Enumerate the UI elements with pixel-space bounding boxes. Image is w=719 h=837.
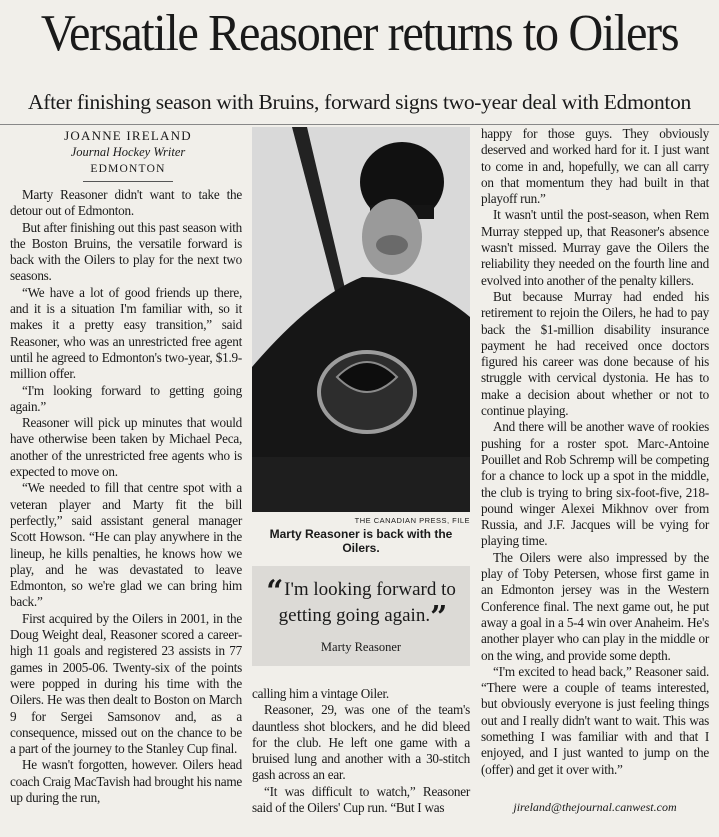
byline-rule [83,181,173,182]
paragraph: Marty Reasoner didn't want to take the detour out of Edmonton. [10,187,242,219]
close-quote-mark: ” [430,600,444,635]
paragraph: It wasn't until the post-season, when Rem Murray stepped up, that Reasoner's absence wasn't missed. Murray gave the Oilers the reliability they needed on the fourth line and evolved into another of the penalty killers. [481,207,709,288]
paragraph: The Oilers were also impressed by the play of Toby Petersen, whose first game in an Edmonton jersey was in the Western Conference final. The next game out, he put away a goal in a 5-4 win over Anaheim. He's another player who can play in the middle or on the wing, and provide some depth. [481,549,709,663]
paragraph: Reasoner will pick up minutes that would have otherwise been taken by Michael Peca, another of the unrestricted free agents who is expected to move on. [10,415,242,480]
paragraph: happy for those guys. They obviously deserved and worked hard for it. I just want to come in and, hopefully, we can all carry on that momentum they had built in that playoff run.” [481,126,709,207]
photo-caption: Marty Reasoner is back with the Oilers. [269,527,453,555]
header-rule [0,124,719,125]
pull-quote-box [252,566,470,666]
pull-quote-text: I'm looking forward to getting going again. [278,579,456,626]
paragraph: But after finishing out this past season with the Boston Bruins, the versatile forward is back with the Oilers to play for the next two seasons. [10,219,242,284]
paragraph: He wasn't forgotten, however. Oilers head coach Craig MacTavish had brought his name up during the run, [10,757,242,805]
headline: Versatile Reasoner returns to Oilers [40,5,679,62]
paragraph: calling him a vintage Oiler. [252,686,389,701]
paragraph: “I'm looking forward to getting going again.” [10,382,242,414]
article-column-3 [481,126,709,778]
paragraph: But because Murray had ended his retirement to rejoin the Oilers, he had to pay back the $1-million disability insurance payment he had received once doctors figured his career was done because of his struggle with cervical dystonia. He has to make a decision about whether or not to continue playing. [481,288,709,419]
paragraph: First acquired by the Oilers in 2001, in the Doug Weight deal, Reasoner scored a career-high 11 goals and registered 23 assists in 77 games in 2005-06. Twenty-six of the points were popped in during his time with the Oilers. He was then dealt to Boston on March 9 for Sergei Samsonov and, as a consequence, missed out on the chance to be a part of the journey to the Stanley Cup final. [10,610,242,757]
author-email[interactable]: jireland@thejournal.canwest.com [513,800,677,814]
article-column-1 [10,187,242,806]
author-name: JOANNE IRELAND [64,128,192,143]
dateline: EDMONTON [90,163,166,175]
paragraph: “It was difficult to watch,” Reasoner said of the Oilers' Cup run. “But I was [252,783,470,816]
pull-quote-attribution: Marty Reasoner [320,640,402,654]
paragraph: Reasoner, 29, was one of the team's dauntless shot blockers, and he did bleed for the club. He left one game with a bruised lung and another with a 30-stitch gash across an ear. [252,702,470,783]
player-photo [252,127,470,512]
paragraph: “We needed to fill that centre spot with a veteran player and Marty fit the bill perfectly,” said assistant general manager Scott Howson. “He can play anywhere in the lineup, he kills penalties, he knows how we play, and he was devastated to leave Edmonton, so we're glad we can bring him back.” [10,480,242,610]
open-quote-mark: “ [266,574,280,609]
pull-quote [260,574,462,635]
hockey-player-illustration [252,127,470,512]
paragraph: “I'm excited to head back,” Reasoner said. “There were a couple of teams interested, but obviously everyone is just feeling things out and I really didn't want to wait. This was something I was familiar with and that I enjoyed, and I just wanted to jump on the (offer) and get it over with.” [481,663,709,777]
paragraph: “We have a lot of good friends up there, and it is a situation I'm familiar with, so it makes it a pretty easy transition,” said Reasoner, who was an unrestricted free agent until he agreed to Edmonton's two-year, $1.9-million offer. [10,284,242,382]
subheadline: After finishing season with Bruins, forward signs two-year deal with Edmonton [28,90,691,114]
paragraph: And there will be another wave of rookies pushing for a roster spot. Marc-Antoine Pouillet and Rob Schremp will be competing for a chance to lock up a spot in the middle, the club is trying to bring six-foot-five, 218-pound winger Alexei Mikhnov over from Russia, and J.F. Jacques will be vying for playing time. [481,419,709,549]
article-column-2 [252,686,470,816]
author-title: Journal Hockey Writer [70,145,186,159]
byline [28,127,228,182]
photo-credit: THE CANADIAN PRESS, FILE [354,516,470,525]
